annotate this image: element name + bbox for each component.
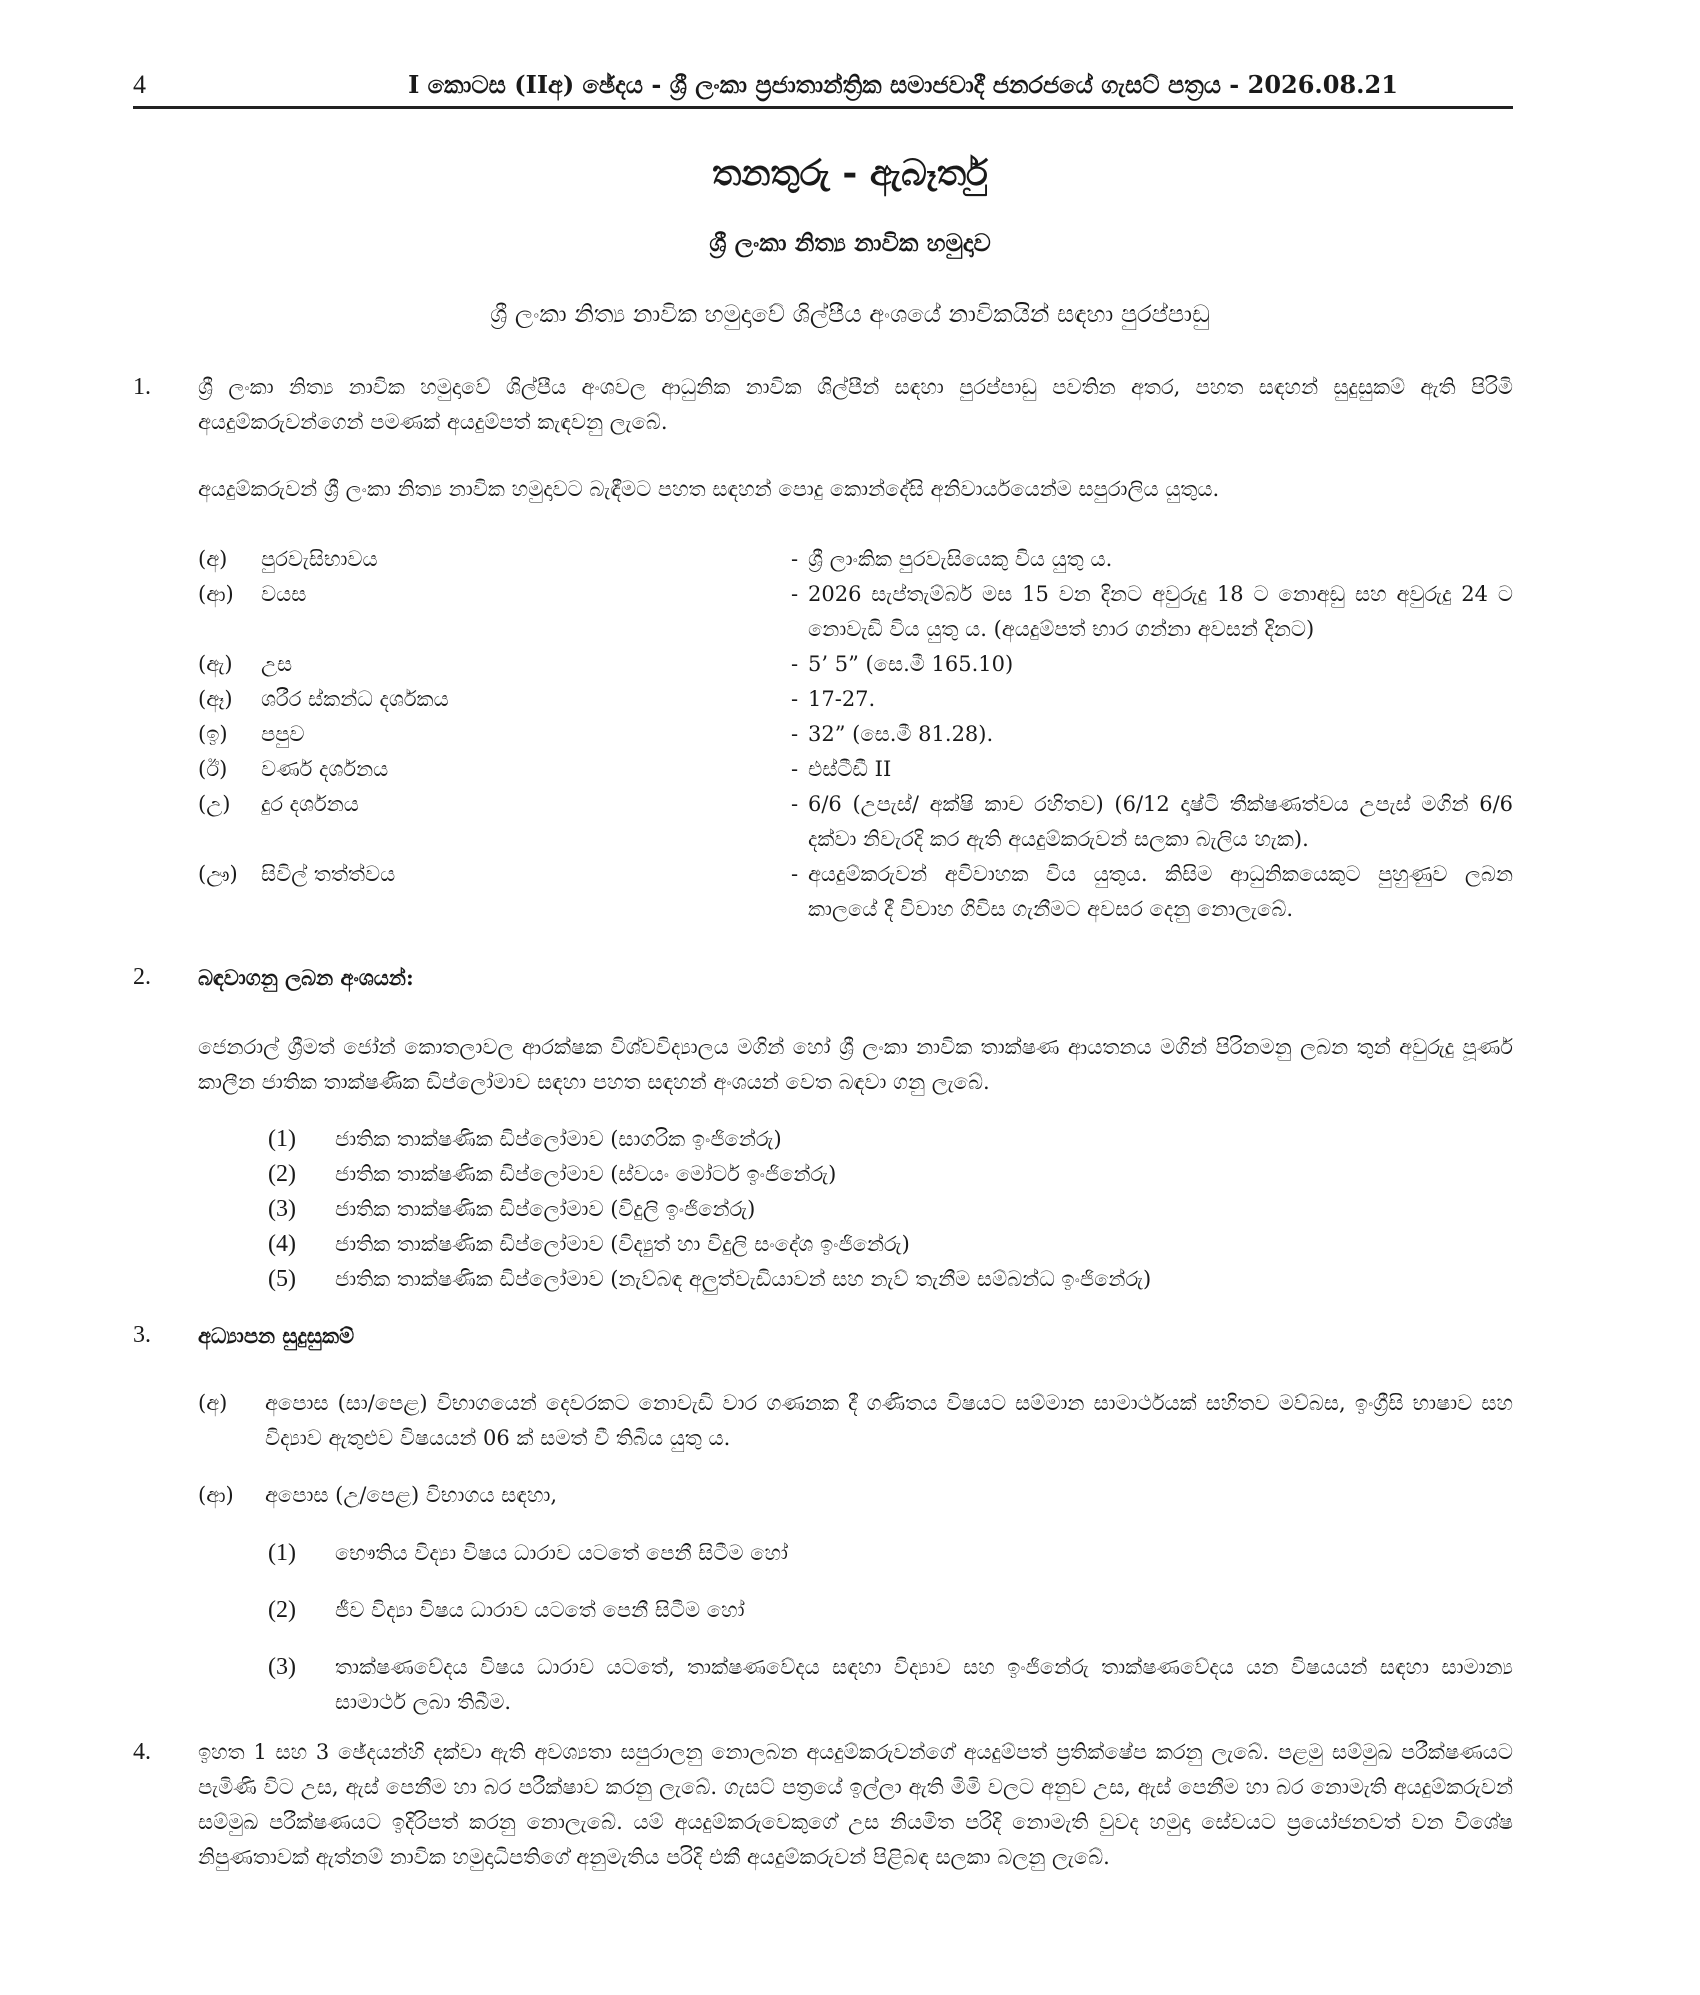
criteria-row <box>198 717 1513 752</box>
sub-title: ශ්‍රී ලංකා නිත්‍ය නාවික හමුදාවේ ශිල්පීය අංශයේ නාවිකයින් සඳහා පුරප්පාඩු <box>490 300 1210 328</box>
department-list <box>268 1122 1368 1297</box>
criteria-value: 2026 සැප්තැම්බර් මස 15 වන දිනට අවුරුදු 18 ට නොඅඩු සහ අවුරුදු 24 ට නොවැඩි විය යුතු ය. (අයදුම්පත් භාර ගන්නා අවසන් දිනට) <box>808 582 1513 641</box>
sub-text: අපොස (සා/පෙළ) විභාගයෙන් දෙවරකට නොවැඩි වාර ගණනක දී ගණිතය විෂයට සම්මාන සාමාර්ථයක් සහිතව මව්බස, ඉංග්‍රීසි භාෂාව සහ විද්‍යාව ඇතුළුව විෂයයන් 06 ක් සමත් වී තිබිය යුතු ය. <box>265 1391 1513 1450</box>
sub-item-number: (3) <box>268 1654 296 1680</box>
criteria-value: 5’ 5” (සෙ.මී 165.10) <box>808 652 1014 676</box>
list-item <box>268 1227 1368 1262</box>
list-item-number: (3) <box>268 1196 296 1222</box>
criteria-value: 32” (සෙ.මී 81.28). <box>808 722 994 746</box>
criteria-label: (ඈ) <box>198 687 233 711</box>
list-item-number: (1) <box>268 1126 296 1152</box>
section-heading: අධ්‍යාපන සුදුසුකම් <box>198 1323 355 1348</box>
criteria-dash: - <box>791 722 799 746</box>
section-heading: බඳවාගනු ලබන අංශයන්: <box>198 965 414 990</box>
criteria-key: සිවිල් තත්ත්වය <box>261 862 396 886</box>
sub-item-text: භෞතිය විද්‍යා විෂය ධාරාව යටතේ පෙනී සිටීම හෝ <box>335 1541 788 1565</box>
section-number: 4. <box>133 1739 151 1765</box>
criteria-dash: - <box>791 862 799 886</box>
qualification-b-item <box>268 1593 1513 1628</box>
gazette-header-title: I කොටස (IIඅ) ඡේදය - ශ්‍රී ලංකා ප්‍රජාතාන්ත්‍රික සමාජවාදී ජනරජයේ ගැසට් පත්‍රය - 2026.08.21 <box>408 70 1398 99</box>
section-2-paragraph: ජෙනරාල් ශ්‍රීමත් ජෝන් කොතලාවල ආරක්ෂක විශ්වවිද්‍යාලය මගින් හෝ ශ්‍රී ලංකා නාවික තාක්ෂණ ආයතනය මගින් පිරිනමනු ලබන තුන් අවුරුදු පූර්ණ කාලීන ජාතික තාක්ෂණික ඩිප්ලෝමාව සඳහා පහත සඳහන් අංශයන් වෙත බඳවා ගනු ලැබේ. <box>198 1035 1513 1094</box>
list-item <box>268 1157 1368 1192</box>
qualification-a <box>198 1386 1513 1456</box>
section-number: 3. <box>133 1322 151 1348</box>
criteria-label: (ආ) <box>198 582 234 606</box>
section-1-paragraph-1: ශ්‍රී ලංකා නිත්‍ය නාවික හමුදාවේ ශිල්පීය අංශවල ආධුනික නාවික ශිල්පීන් සඳහා පුරප්පාඩු පවතින අතර, පහත සඳහන් සුදුසුකම් ඇති පිරිමි අයදුම්කරුවන්ගෙන් පමණක් අයදුම්පත් කැඳවනු ලැබේ. <box>198 375 1513 434</box>
sub-label: (ආ) <box>198 1483 234 1507</box>
criteria-key: දුර දර්ශනය <box>261 792 359 816</box>
qualification-b-item <box>268 1650 1513 1720</box>
qualification-b-item <box>268 1536 1513 1571</box>
criteria-row <box>198 787 1513 857</box>
list-item-text: ජාතික තාක්ෂණික ඩිප්ලෝමාව (විද්‍යුත් හා විදුලි සංදේශ ඉංජිනේරු) <box>335 1232 910 1256</box>
criteria-value: අයදුම්කරුවන් අවිවාහක විය යුතුය. කිසිම ආධුනිකයෙකුට පුහුණුව ලබන කාලයේ දී විවාහ ගිවිස ගැනීමට අවසර දෙනු නොලැබේ. <box>808 862 1513 921</box>
list-item-text: ජාතික තාක්ෂණික ඩිප්ලෝමාව (විදුලි ඉංජිනේරු) <box>335 1197 756 1221</box>
criteria-dash: - <box>791 547 799 571</box>
criteria-label: (අ) <box>198 547 228 571</box>
sub-text: අපොස (උ/පෙළ) විභාගය සඳහා, <box>265 1483 558 1507</box>
list-item <box>268 1262 1368 1297</box>
list-item-number: (2) <box>268 1161 296 1187</box>
criteria-dash: - <box>791 792 799 816</box>
criteria-dash: - <box>791 757 799 781</box>
criteria-row <box>198 577 1513 647</box>
criteria-row <box>198 857 1513 927</box>
criteria-row <box>198 682 1513 717</box>
criteria-label: (ඌ) <box>198 862 238 886</box>
criteria-key: වයස <box>261 582 307 606</box>
list-item-text: ජාතික තාක්ෂණික ඩිප්ලෝමාව (ස්වයං මෝටර් ඉංජිනේරු) <box>335 1162 837 1186</box>
section-4-paragraph: ඉහත 1 සහ 3 ඡේදයන්හි දක්වා ඇති අවශ්‍යතා සපුරාලනු නොලබන අයදුම්කරුවන්ගේ අයදුම්පත් ප්‍රතික්ෂේප කරනු ලැබේ. පළමු සම්මුඛ පරීක්ෂණයට පැමිණි විට උස, ඇස් පෙනීම හා බර පරීක්ෂාව කරනු ලැබේ. ගැසට් පත්‍රයේ ඉල්ලා ඇති මිමි වලට අනුව උස, ඇස් පෙනීම හා බර නොමැති අයදුම්කරුවන් සම්මුඛ පරීක්ෂණයට ඉදිරිපත් කරනු නොලැබේ. යම් අයදුම්කරුවෙකුගේ උස නියමිත පරිදි නොමැති වුවද හමුදා සේවයට ප්‍රයෝජනවත් වන විශේෂ නිපුණතාවක් ඇත්නම් නාවික හමුදාධිපතිගේ අනුමැතිය පරිදි එකී අයදුම්කරුවන් පිළිබඳ සලකා බලනු ලැබේ. <box>198 1740 1513 1869</box>
sub-label: (අ) <box>198 1391 228 1415</box>
sub-item-number: (1) <box>268 1540 296 1566</box>
criteria-value: එස්ටීඩී II <box>808 757 892 781</box>
section-number: 2. <box>133 964 151 990</box>
criteria-dash: - <box>791 652 799 676</box>
criteria-key: පපුව <box>261 722 305 746</box>
criteria-dash: - <box>791 582 799 606</box>
sub-item-number: (2) <box>268 1597 296 1623</box>
org-title: ශ්‍රී ලංකා නිත්‍ය නාවික හමුදාව <box>709 228 991 257</box>
eligibility-criteria <box>198 542 1513 927</box>
list-item-number: (4) <box>268 1231 296 1257</box>
main-title: තනතුරු - ඇබෑර්තු <box>712 152 988 194</box>
criteria-label: (ඇ) <box>198 652 233 676</box>
qualification-b <box>198 1478 1513 1513</box>
criteria-dash: - <box>791 687 799 711</box>
sub-item-text: ජීව විද්‍යා විෂය ධාරාව යටතේ පෙනී සිටීම හෝ <box>335 1598 745 1622</box>
criteria-value: 17-27. <box>808 687 876 711</box>
criteria-value: 6/6 (උපැස්/ අක්ෂි කාච රහිතව) (6/12 දෘෂ්ටි තීක්ෂණත්වය උපැස් මගින් 6/6 දක්වා නිවැරදි කර ඇති අයදුම්කරුවන් සලකා බැලිය හැක). <box>808 792 1513 851</box>
list-item-text: ජාතික තාක්ෂණික ඩිප්ලෝමාව (නැව්බඳ අලුත්වැඩියාවන් සහ නැව් තැනීම සම්බන්ධ ඉංජිනේරු) <box>335 1267 1152 1291</box>
header-rule <box>133 106 1513 109</box>
criteria-row <box>198 542 1513 577</box>
sub-item-text: තාක්ෂණවේදය විෂය ධාරාව යටතේ, තාක්ෂණවේදය සඳහා විද්‍යාව සහ ඉංජිනේරු තාක්ෂණවේදය යන විෂයයන් සඳහා සාමාන්‍ය සාමාර්ථ ලබා තිබීම. <box>335 1655 1513 1714</box>
criteria-key: වර්ණ දර්ශනය <box>261 757 389 781</box>
criteria-key: උස <box>261 652 293 676</box>
page-header <box>133 62 1513 102</box>
criteria-label: (උ) <box>198 792 231 816</box>
criteria-row <box>198 752 1513 787</box>
list-item-number: (5) <box>268 1266 296 1292</box>
criteria-label: (ඉ) <box>198 722 228 746</box>
criteria-label: (ඊ) <box>198 757 228 781</box>
criteria-row <box>198 647 1513 682</box>
criteria-key: ශරීර ස්කන්ධ දර්ශකය <box>261 687 449 711</box>
section-1-paragraph-2: අයදුම්කරුවන් ශ්‍රී ලංකා නිත්‍ය නාවික හමුදාවට බැඳීමට පහත සඳහන් පොදු කොන්දේසි අනිවාර්යයෙන්ම සපුරාලිය යුතුය. <box>198 477 1220 501</box>
criteria-key: පුරවැසිභාවය <box>261 547 378 571</box>
section-number: 1. <box>133 374 151 400</box>
list-item <box>268 1122 1368 1157</box>
criteria-value: ශ්‍රී ලාංකික පුරවැසියෙකු විය යුතු ය. <box>808 547 1113 571</box>
list-item <box>268 1192 1368 1227</box>
page-number: 4 <box>133 70 146 99</box>
list-item-text: ජාතික තාක්ෂණික ඩිප්ලෝමාව (සාගරික ඉංජිනේරු) <box>335 1127 782 1151</box>
